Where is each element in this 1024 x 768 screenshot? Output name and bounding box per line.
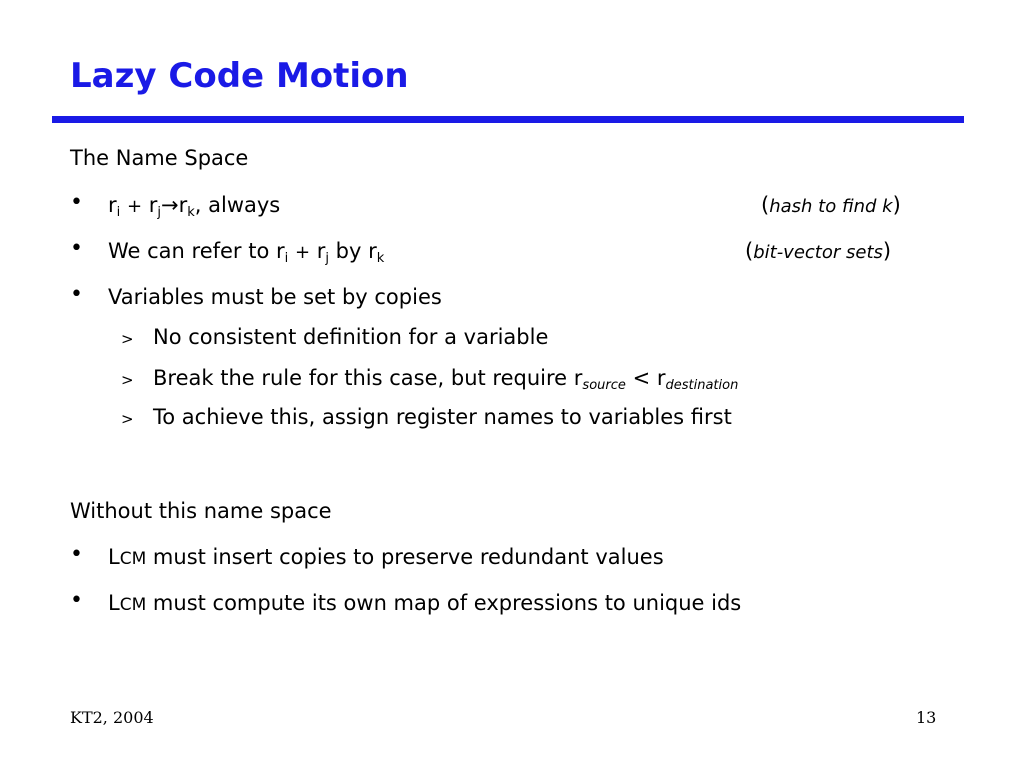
bullet-icon: • [70, 190, 83, 215]
bullet-icon: • [70, 236, 83, 261]
bullet-icon: • [70, 588, 83, 613]
sub-item-break-the-rule: Break the rule for this case, but require $r_{source} < r_{destination}$ [153, 366, 739, 393]
title-underline [52, 116, 964, 123]
sub-item-no-consistent-definition: No consistent definition for a variable [153, 325, 549, 349]
bullet-icon: • [70, 282, 83, 307]
bullet-item-insert-copies: LCM must insert copies to preserve redundant values [108, 545, 664, 569]
note-hash-to-find: (hash to find k) [761, 193, 901, 217]
section-heading-without-name-space: Without this name space [70, 499, 332, 523]
slide-number: 13 [916, 708, 937, 727]
bullet-item-register-sum: $r_i + r_j\to r_k$, always [108, 193, 281, 220]
section-heading-name-space: The Name Space [70, 146, 249, 170]
bullet-item-compute-map: LCM must compute its own map of expressions to unique ids [108, 591, 742, 615]
sub-bullet-icon: > [121, 410, 134, 428]
footer-left: KT2, 2004 [70, 708, 154, 727]
bullet-icon: • [70, 542, 83, 567]
slide-title: Lazy Code Motion [70, 56, 409, 96]
bullet-item-copies: Variables must be set by copies [108, 285, 442, 309]
note-bit-vector-sets: (bit-vector sets) [745, 239, 892, 263]
sub-bullet-icon: > [121, 330, 134, 348]
sub-item-assign-register-names: To achieve this, assign register names to variables first [153, 405, 732, 429]
sub-bullet-icon: > [121, 371, 134, 389]
bullet-item-refer-by: We can refer to $r_i + r_j$ by $r_k$ [108, 239, 385, 266]
